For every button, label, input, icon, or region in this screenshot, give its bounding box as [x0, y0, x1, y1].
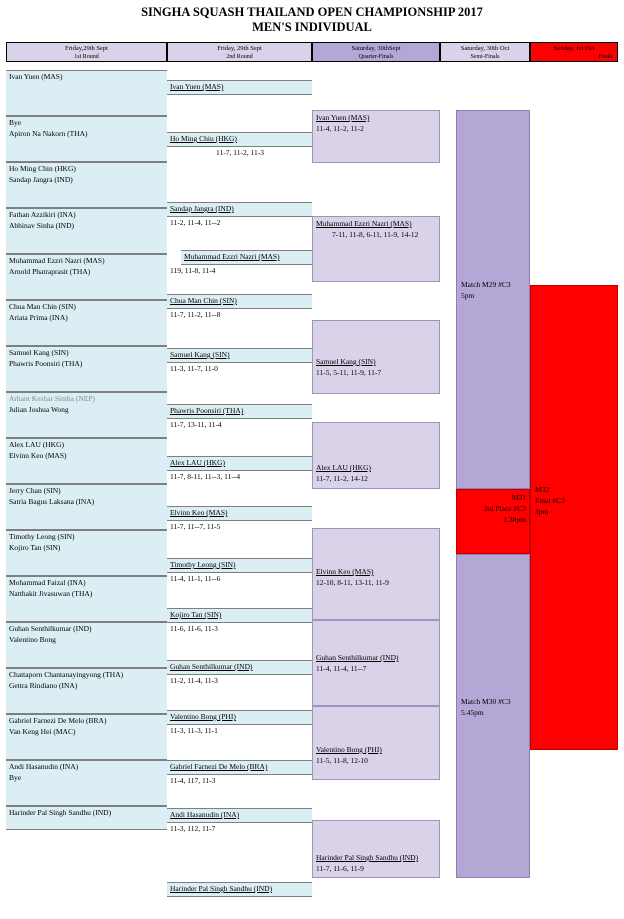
r2-match-10: Timothy Leong (SIN) 11-4, 11-1, 11--6 — [167, 558, 312, 588]
header-finals: Sunday, 1st Oct Finals — [530, 42, 618, 62]
r2-match-7: Phawris Poonsiri (THA) 11-7, 13-11, 11-4 — [167, 404, 312, 434]
qf-match-4: Alex LAU (HKG) 11-7, 11-2, 14-12 — [312, 422, 440, 489]
qf-match-6: Guhan Senthilkumar (IND) 11-4, 11-4, 11--7 — [312, 620, 440, 706]
r1-match-10: Jerry Chan (SIN) Satria Bagus Laksana (INA) — [6, 484, 167, 530]
r1-match-15: Gabriel Farnezi De Melo (BRA) Van Keng Hei (MAC) — [6, 714, 167, 760]
r1-match-16: Andi Hasanudin (INA) Bye — [6, 760, 167, 806]
r1-match-3: Ho Ming Chin (HKG) Sandap Jangra (IND) — [6, 162, 167, 208]
r2-match-12: Guhan Senthilkumar (IND) 11-2, 11-4, 11-3 — [167, 660, 312, 690]
r2-match-3: Sandap Jangra (IND) 11-2, 11-4, 11--2 — [167, 202, 312, 232]
r1-match-8: Arhant Keshar Simha (NEP) Julian Joshua Wong — [6, 392, 167, 438]
semi-final-2: Match M30 #C3 5.45pm — [456, 554, 530, 878]
title-line-2: MEN'S INDIVIDUAL — [252, 20, 372, 34]
third-place-match: M31 3rd Place #C3 1.30pm — [456, 489, 530, 554]
r1-match-14: Chattaporn Chantanayingyong (THA) Gettra Rindiano (INA) — [6, 668, 167, 714]
header-round-2: Friday, 29th Sept 2nd Round — [167, 42, 312, 62]
qf-match-8: Harinder Pal Singh Sandhu (IND) 11-7, 11-6, 11-9 — [312, 820, 440, 878]
r1-match-13: Guhan Senthilkumar (IND) Valentino Bong — [6, 622, 167, 668]
r2-match-6: Samuel Kang (SIN) 11-3, 11-7, 11-0 — [167, 348, 312, 378]
r2-match-16: Harinder Pal Singh Sandhu (IND) — [167, 882, 312, 902]
header-quarter-finals: Saturday, 30thSept Quarter-Finals — [312, 42, 440, 62]
r2-match-1: Ivan Yuen (MAS) — [167, 80, 312, 104]
qf-match-5: Elvinn Keo (MAS) 12-10, 8-11, 13-11, 11-9 — [312, 528, 440, 620]
r2-match-4: Muhammad Ezzri Nazri (MAS) 119, 11-8, 11-4 — [167, 250, 312, 280]
r1-match-6: Chua Man Chin (SIN) Ariata Prima (INA) — [6, 300, 167, 346]
r2-match-14: Gabriel Farnezi De Melo (BRA) 11-4, 117, 11-3 — [167, 760, 312, 790]
bracket-board — [6, 42, 618, 914]
semi-final-1: Match M29 #C3 5pm — [456, 110, 530, 489]
r2-match-13: Valentino Bong (PHI) 11-3, 11-3, 11-1 — [167, 710, 312, 740]
r1-match-4: Fathan Azzikiri (INA) Abhinav Sinha (IND) — [6, 208, 167, 254]
qf-match-3: Samuel Kang (SIN) 11-5, 5-11, 11-9, 11-7 — [312, 320, 440, 394]
final-match: M32 Final #C3 3pm — [530, 285, 618, 750]
qf-match-2: Muhammad Ezzri Nazri (MAS) 7-11, 11-8, 6-11, 11-9, 14-12 — [312, 216, 440, 282]
r1-match-11: Timothy Leong (SIN) Kojiro Tan (SIN) — [6, 530, 167, 576]
header-semi-finals: Saturday, 30th Oct Semi-Finals — [440, 42, 530, 62]
r2-match-2: Ho Ming Chiu (HKG) 11-7, 11-2, 11-3 — [167, 132, 312, 162]
title-line-1: SINGHA SQUASH THAILAND OPEN CHAMPIONSHIP 2017 — [141, 5, 483, 19]
r1-match-5: Muhammad Ezzri Nazri (MAS) Arnold Phatraprasit (THA) — [6, 254, 167, 300]
r2-match-9: Elvinn Keo (MAS) 11-7, 11--7, 11-5 — [167, 506, 312, 536]
qf-match-7: Valentino Bong (PHI) 11-5, 11-8, 12-10 — [312, 706, 440, 780]
r1-match-7: Samuel Kang (SIN) Phawris Poonsiri (THA) — [6, 346, 167, 392]
r1-match-2: Bye Apiron Na Nakorn (THA) — [6, 116, 167, 162]
tournament-title — [0, 0, 624, 35]
r1-match-1: Ivan Yuen (MAS) — [6, 70, 167, 116]
qf-match-1: Ivan Yuen (MAS) 11-4, 11-2, 11-2 — [312, 110, 440, 163]
r2-match-15: Andi Hasanudin (INA) 11-3, 112, 11-7 — [167, 808, 312, 838]
r1-match-12: Mohammad Faizal (INA) Natthakit Jivasuwan (THA) — [6, 576, 167, 622]
r1-match-17: Harinder Pal Singh Sandhu (IND) — [6, 806, 167, 830]
r2-match-11: Kojiro Tan (SIN) 11-6, 11-6, 11-3 — [167, 608, 312, 638]
r2-match-8: Alex LAU (HKG) 11-7, 8-11, 11--3, 11--4 — [167, 456, 312, 486]
r1-match-9: Alex LAU (HKG) Elvinn Keo (MAS) — [6, 438, 167, 484]
header-round-1: Friday,29th Sept 1st Round — [6, 42, 167, 62]
r2-match-5: Chua Man Chin (SIN) 11-7, 11-2, 11--8 — [167, 294, 312, 324]
